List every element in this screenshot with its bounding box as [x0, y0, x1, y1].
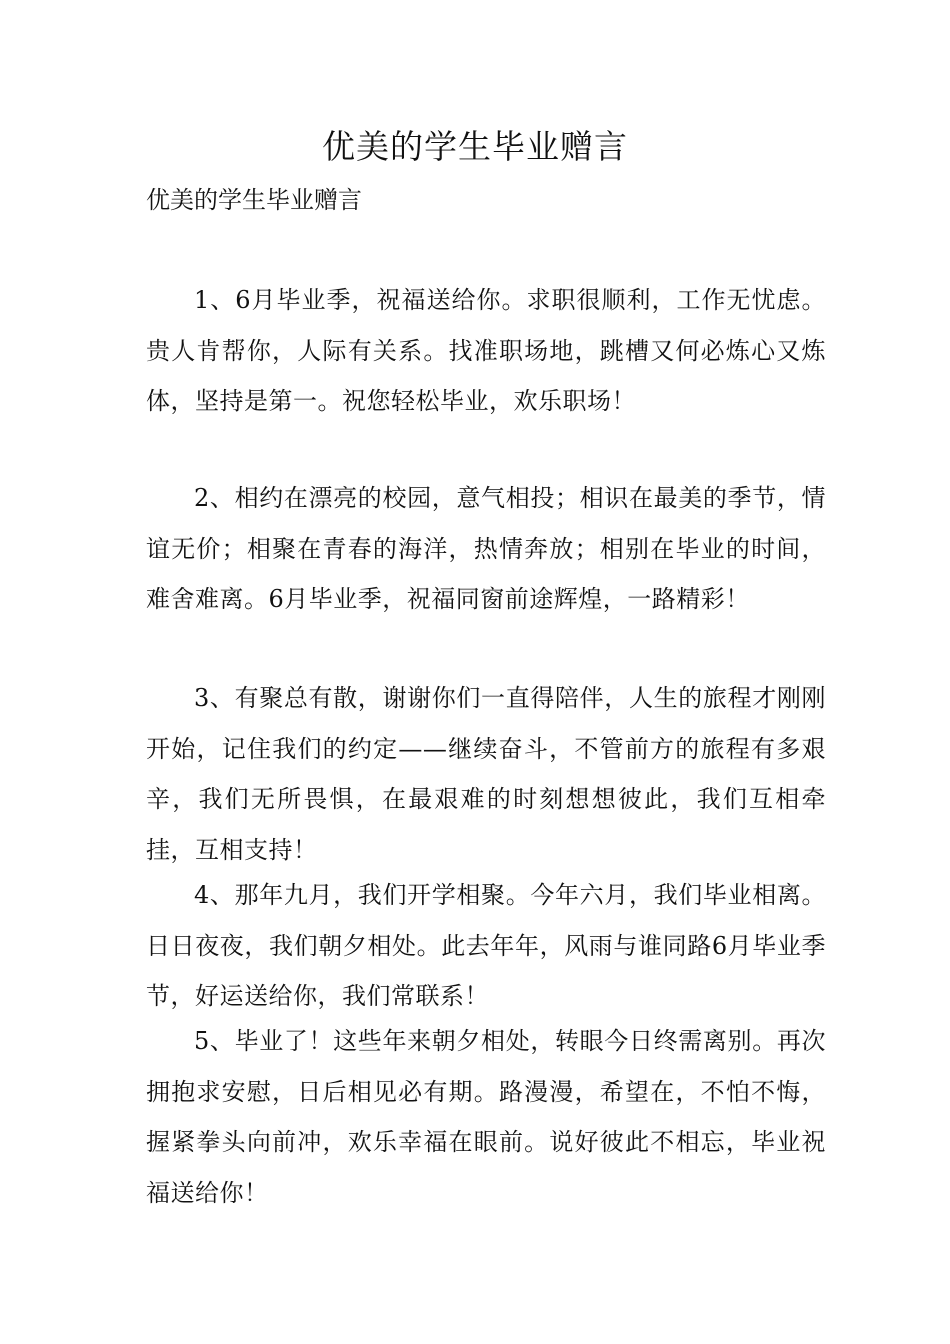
document-subtitle: 优美的学生毕业赠言: [146, 186, 362, 214]
paragraph-3: 3、有聚总有散，谢谢你们一直得陪伴，人生的旅程才刚刚开始，记住我们的约定——继续奋斗，不管前方的旅程有多艰辛，我们无所畏惧，在最艰难的时刻想想彼此，我们互相牵挂，互相支持！: [146, 684, 826, 864]
paragraph-4: 4、那年九月，我们开学相聚。今年六月，我们毕业相离。日日夜夜，我们朝夕相处。此去年年，风雨与谁同路6月毕业季节，好运送给你，我们常联系！: [146, 881, 826, 1010]
document-title: 优美的学生毕业赠言: [322, 127, 628, 166]
paragraph-5: 5、毕业了！这些年来朝夕相处，转眼今日终需离别。再次拥抱求安慰，日后相见必有期。路漫漫，希望在，不怕不悔，握紧拳头向前冲，欢乐幸福在眼前。说好彼此不相忘，毕业祝福送给你！: [146, 1027, 826, 1207]
paragraph-2: 2、相约在漂亮的校园，意气相投；相识在最美的季节，情谊无价；相聚在青春的海洋，热情奔放；相别在毕业的时间，难舍难离。6月毕业季，祝福同窗前途辉煌，一路精彩！: [146, 484, 826, 613]
paragraph-1: 1、6月毕业季，祝福送给你。求职很顺利，工作无忧虑。贵人肯帮你，人际有关系。找准职场地，跳槽又何必炼心又炼体，坚持是第一。祝您轻松毕业，欢乐职场！: [146, 286, 826, 415]
